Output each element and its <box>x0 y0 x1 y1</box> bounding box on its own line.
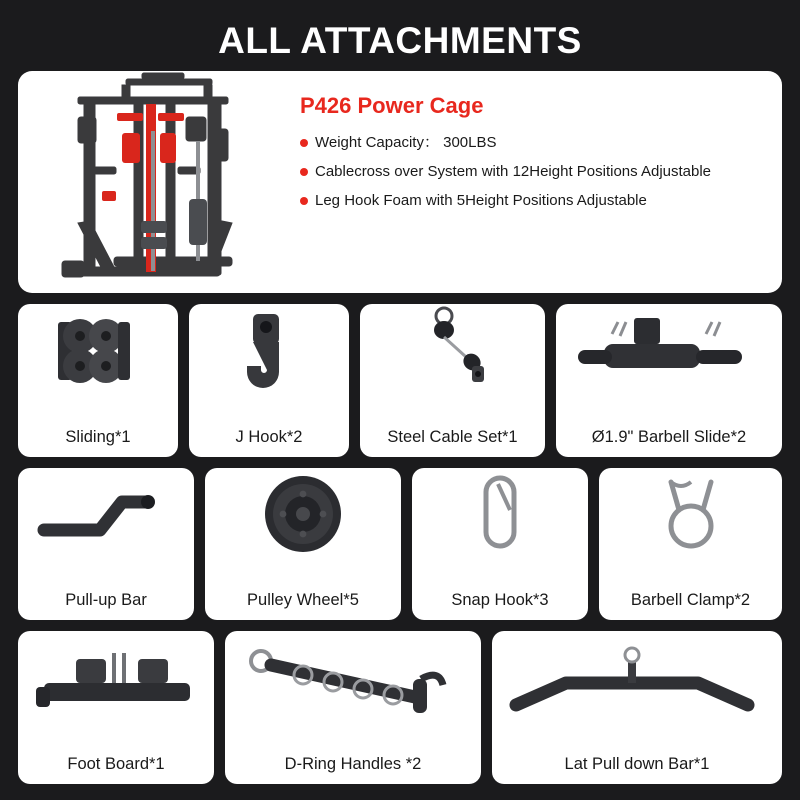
lat-pull-down-bar-icon <box>492 631 782 755</box>
spec-item <box>300 162 764 182</box>
attachment-card-pulley-wheel <box>205 468 401 621</box>
foot-board-icon <box>18 631 214 755</box>
steel-cable-set-icon <box>360 304 545 428</box>
attachment-label: Lat Pull down Bar*1 <box>564 755 710 774</box>
attachment-card-pull-up-bar <box>18 468 194 621</box>
attachment-card-sliding <box>18 304 178 457</box>
barbell-clamp-icon <box>599 468 782 592</box>
attachment-label: Pulley Wheel*5 <box>247 591 359 610</box>
attachment-label: Foot Board*1 <box>67 755 165 774</box>
hero-card <box>18 71 782 293</box>
barbell-slide-icon <box>556 304 782 428</box>
spec-item <box>300 133 764 153</box>
attachment-card-d-ring-handles <box>225 631 481 784</box>
spec-text: Weight Capacity： 300LBS <box>315 134 497 151</box>
power-cage-photo <box>18 71 296 293</box>
attachment-card-lat-pull-down-bar <box>492 631 782 784</box>
attachment-label: D-Ring Handles *2 <box>284 755 422 774</box>
pulley-wheel-icon <box>205 468 401 592</box>
attachment-card-steel-cable <box>360 304 545 457</box>
bullet-dot-icon <box>300 197 308 205</box>
bullet-dot-icon <box>300 139 308 147</box>
attachment-card-snap-hook <box>412 468 588 621</box>
attachment-label: Pull-up Bar <box>65 591 147 610</box>
attachment-card-foot-board <box>18 631 214 784</box>
attachment-card-j-hook <box>189 304 349 457</box>
spec-item <box>300 191 764 211</box>
attachment-card-barbell-slide <box>556 304 782 457</box>
page-title: ALL ATTACHMENTS <box>218 20 582 61</box>
product-name: P426 Power Cage <box>300 93 484 118</box>
attachment-label: Barbell Clamp*2 <box>630 591 751 610</box>
attachment-label: Ø1.9" Barbell Slide*2 <box>591 427 747 446</box>
spec-text: Leg Hook Foam with 5Height Positions Adjustable <box>315 191 647 209</box>
bullet-dot-icon <box>300 168 308 176</box>
pull-up-bar-icon <box>18 468 194 592</box>
spec-text: Cablecross over System with 12Height Positions Adjustable <box>315 162 712 180</box>
attachment-label: Steel Cable Set*1 <box>387 427 518 446</box>
sliding-weight-stack-icon <box>18 304 178 428</box>
attachment-label: J Hook*2 <box>235 427 303 446</box>
attachment-row <box>18 468 782 621</box>
j-hook-icon <box>189 304 349 428</box>
attachment-row <box>18 304 782 457</box>
attachment-label: Snap Hook*3 <box>451 591 549 610</box>
attachment-label: Sliding*1 <box>65 427 131 446</box>
attachment-row <box>18 631 782 784</box>
snap-hook-icon <box>412 468 588 592</box>
hero-info <box>296 71 782 293</box>
d-ring-handles-icon <box>225 631 481 755</box>
attachment-card-barbell-clamp <box>599 468 782 621</box>
